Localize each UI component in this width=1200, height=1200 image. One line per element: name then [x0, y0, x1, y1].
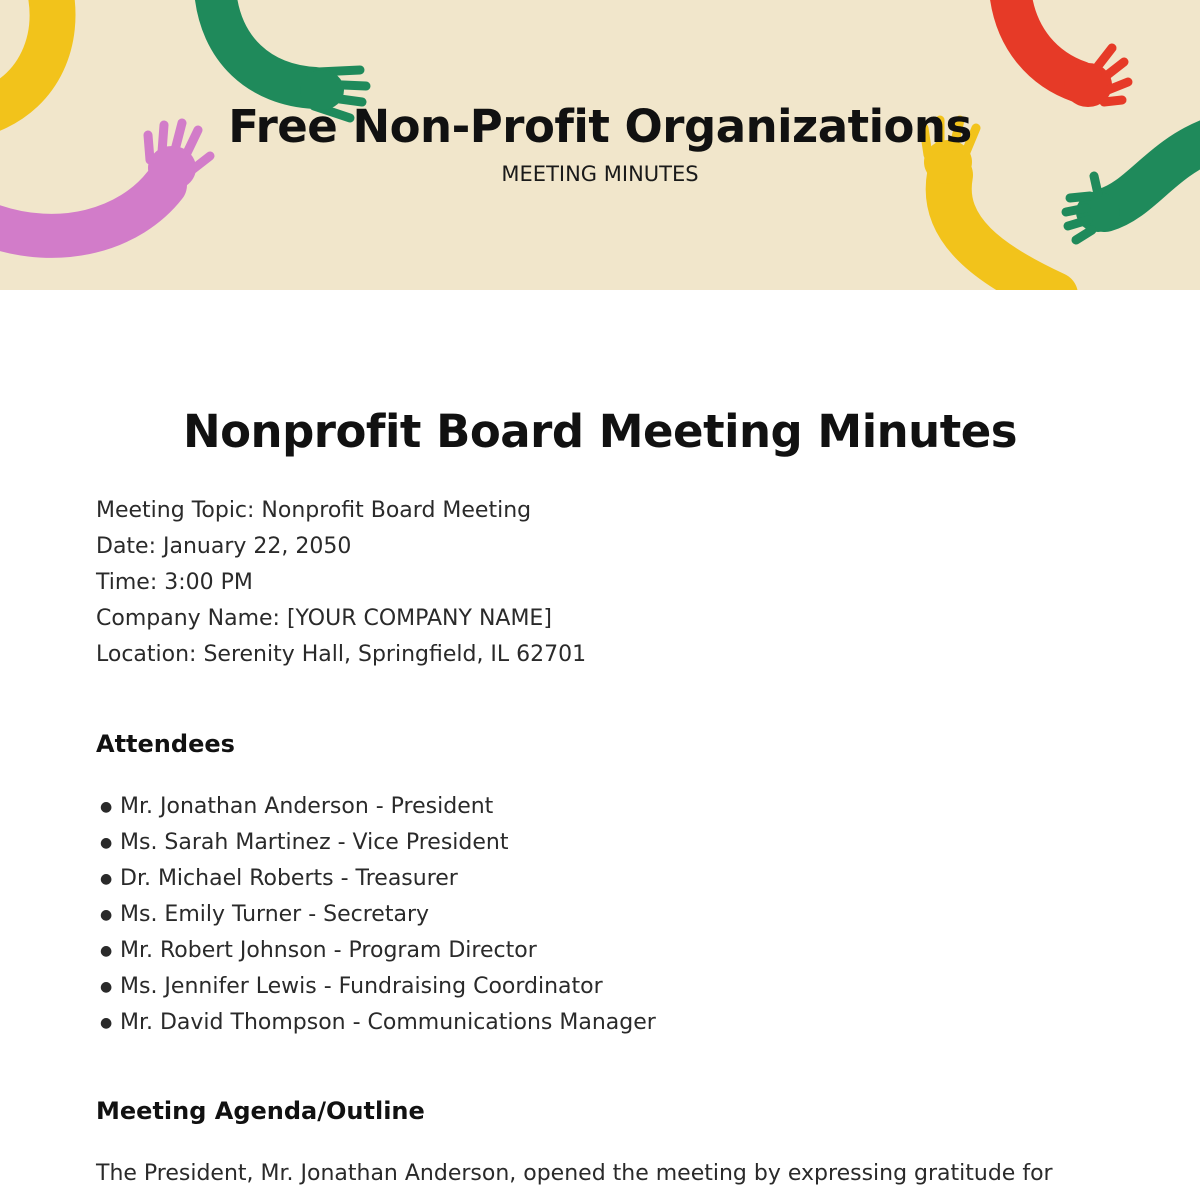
list-item [96, 969, 656, 1005]
document-title: Nonprofit Board Meeting Minutes [182, 405, 1018, 458]
yellow-arm-top-left [0, 0, 53, 110]
bullet-icon: ● [100, 871, 113, 887]
meeting-topic: Meeting Topic: Nonprofit Board Meeting [96, 498, 532, 523]
attendee-name: Mr. Robert Johnson - Program Director [120, 938, 537, 963]
attendee-name: Ms. Sarah Martinez - Vice President [120, 830, 509, 855]
bullet-icon: ● [100, 835, 113, 851]
attendee-name: Mr. David Thompson - Communications Manager [120, 1010, 656, 1035]
attendee-name: Dr. Michael Roberts - Treasurer [120, 866, 458, 891]
banner-title: Free Non-Profit Organizations [228, 100, 972, 153]
bullet-icon: ● [100, 979, 113, 995]
list-item [96, 1005, 656, 1041]
agenda-heading: Meeting Agenda/Outline [96, 1097, 425, 1125]
meeting-location: Location: Serenity Hall, Springfield, IL 62701 [96, 642, 587, 667]
attendee-name: Ms. Emily Turner - Secretary [120, 902, 430, 927]
list-item [96, 789, 656, 825]
green-hand-right [1066, 140, 1200, 240]
attendee-name: Ms. Jennifer Lewis - Fundraising Coordinator [120, 974, 603, 999]
list-item [96, 897, 656, 933]
meeting-date: Date: January 22, 2050 [96, 534, 352, 559]
company-name: Company Name: [YOUR COMPANY NAME] [96, 606, 552, 631]
red-hand-top-right [1010, 0, 1128, 107]
banner-subtitle: MEETING MINUTES [501, 162, 699, 186]
bullet-icon: ● [100, 907, 113, 923]
meeting-time: Time: 3:00 PM [96, 570, 253, 595]
bullet-icon: ● [100, 943, 113, 959]
attendee-name: Mr. Jonathan Anderson - President [120, 794, 494, 819]
list-item [96, 861, 656, 897]
attendees-list [96, 789, 656, 1041]
list-item [96, 825, 656, 861]
meeting-details [96, 493, 586, 673]
bullet-icon: ● [100, 1015, 113, 1031]
list-item [96, 933, 656, 969]
agenda-paragraph: The President, Mr. Jonathan Anderson, opened the meeting by expressing gratitude for [96, 1161, 1053, 1186]
attendees-heading: Attendees [96, 730, 235, 758]
header-banner [0, 0, 1200, 290]
bullet-icon: ● [100, 799, 113, 815]
